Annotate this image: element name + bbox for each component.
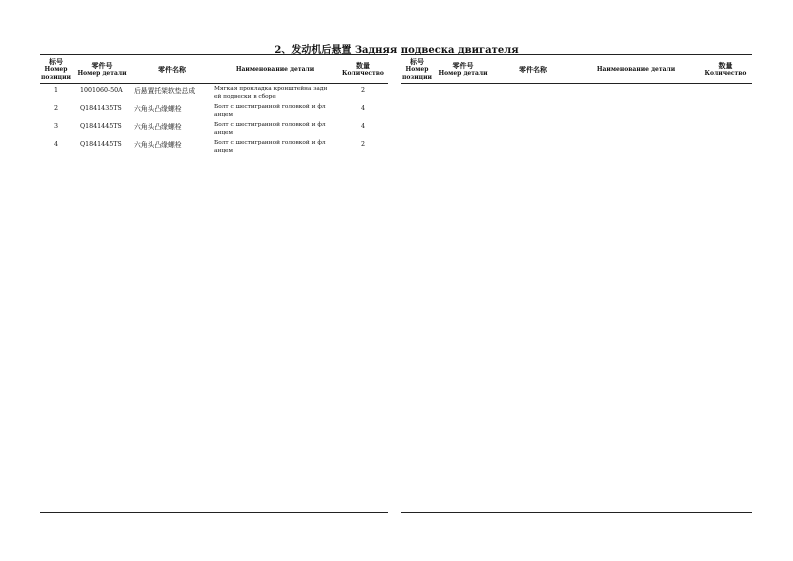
header-name-ru: Наименование детали	[212, 55, 338, 84]
row-position: 1	[53, 87, 58, 94]
row-part-number: 1001060-50A	[80, 87, 123, 94]
header-name-ru: Наименование детали	[573, 55, 699, 84]
row-name-ru: Мягкая прокладка кронштейна задн ей подвески в сборе	[214, 86, 328, 100]
header-part-number: 零件号 Номер детали	[72, 55, 132, 84]
row-position: 3	[53, 122, 58, 130]
parts-table-left	[40, 54, 388, 156]
table-row	[40, 102, 388, 120]
row-position: 2	[53, 104, 58, 112]
table-header-row	[40, 55, 388, 84]
row-name-ru: Болт с шестигранной головкой и фл анцем	[214, 139, 326, 154]
row-quantity: 4	[360, 104, 365, 112]
row-part-number: Q1841445TS	[80, 122, 122, 130]
header-name-cn: 零件名称	[132, 55, 212, 84]
row-name-cn: 后悬置托架软垫总成	[134, 87, 196, 95]
row-name-cn: 六角头凸缘螺栓	[134, 104, 182, 113]
row-name-ru: Болт с шестигранной головкой и фл анцем	[214, 103, 326, 118]
table-row	[40, 138, 388, 156]
row-name-ru: Болт с шестигранной головкой и фл анцем	[214, 121, 326, 136]
footer-rule-left	[40, 512, 388, 513]
header-quantity: 数量 Количество	[699, 55, 752, 84]
header-position: 标号 Номер позиции	[40, 55, 72, 84]
row-quantity: 2	[360, 87, 365, 94]
row-name-cn: 六角头凸缘螺栓	[134, 122, 182, 131]
page-title: 2、发动机后悬置 Задняя подвеска двигателя	[274, 45, 519, 56]
header-name-cn: 零件名称	[493, 55, 573, 84]
row-quantity: 4	[360, 122, 365, 130]
row-name-cn: 六角头凸缘螺栓	[134, 140, 182, 149]
header-quantity: 数量 Количество	[338, 55, 388, 84]
header-position: 标号 Номер позиции	[401, 55, 433, 84]
table-row	[40, 120, 388, 138]
row-part-number: Q1841445TS	[80, 140, 122, 148]
table-row	[40, 84, 388, 102]
row-position: 4	[53, 140, 58, 148]
table-header-row	[401, 55, 752, 84]
footer-rule-right	[401, 512, 752, 513]
row-quantity: 2	[360, 140, 365, 148]
row-part-number: Q1841435TS	[80, 104, 122, 112]
header-part-number: 零件号 Номер детали	[433, 55, 493, 84]
parts-table-right	[401, 54, 752, 84]
